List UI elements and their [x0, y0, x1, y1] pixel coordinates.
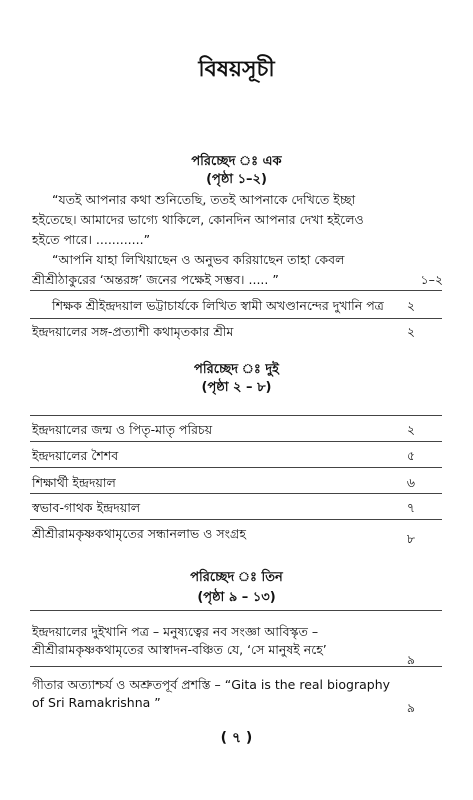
toc-entry: ইন্দ্রদয়ালের জন্ম ও পিতৃ-মাতৃ পরিচয়: [32, 422, 213, 437]
chapter-1-quote-line: শ্রীশ্রীঠাকুরের ‘অন্তরঙ্গ’ জনের পক্ষেই সম্ভব। ..... ”: [32, 272, 279, 287]
toc-page-number: ২: [406, 324, 415, 339]
chapter-2-page-range: (পৃষ্ঠা ২ – ৮): [201, 380, 272, 395]
chapter-1-quote-line: হইতেছে। আমাদের ভাগ্যে থাকিলে, কোনদিন আপনার দেখা হইলেও: [32, 212, 364, 227]
toc-page-number: ২: [406, 422, 415, 437]
toc-entry: ইন্দ্রদয়ালের সঙ্গ-প্রত্যাশী কথামৃতকার শ্রীম: [32, 324, 234, 339]
divider: [30, 318, 442, 319]
toc-entry: শিক্ষক শ্রীইন্দ্রদয়াল ভট্টাচার্যকে লিখিত স্বামী অখণ্ডানন্দের দুখানি পত্র: [52, 298, 384, 313]
toc-page-number: ৫: [406, 448, 415, 463]
toc-entry: শ্রীশ্রীরামকৃষ্ণকথামৃতের সন্ধানলাভ ও সংগ্রহ: [32, 526, 246, 541]
divider: [30, 493, 442, 494]
toc-entry: স্বভাব-গাথক ইন্দ্রদয়াল: [32, 500, 141, 515]
chapter-1-quote-line: “যতই আপনার কথা শুনিতেছি, ততই আপনাকে দেখিতে ইচ্ছা: [52, 192, 356, 207]
toc-page-number: ২: [406, 298, 415, 313]
chapter-1-heading: পরিচ্ছেদ ঃ এক: [191, 154, 282, 169]
divider: [30, 666, 442, 667]
page-number-footer: ( ৭ ): [220, 730, 253, 746]
page-title: বিষয়সূচী: [198, 57, 275, 82]
toc-entry: ইন্দ্রদয়ালের দুইখানি পত্র – মনুষ্যত্বের নব সংজ্ঞা আবিস্কৃত –: [32, 624, 319, 639]
chapter-1-quote-line: হইতে পারে। ............”: [32, 232, 151, 247]
toc-page-number: ৭: [406, 500, 415, 515]
toc-page-number: ৯: [406, 652, 415, 667]
chapter-3-page-range: (পৃষ্ঠা ৯ – ১৩): [197, 590, 276, 605]
divider: [30, 467, 442, 468]
toc-page-number: ৮: [406, 531, 415, 546]
divider: [30, 519, 442, 520]
toc-entry: ইন্দ্রদয়ালের শৈশব: [32, 448, 119, 463]
chapter-2-heading: পরিচ্ছেদ ঃ দুই: [194, 362, 279, 377]
toc-entry: গীতার অত্যাশ্চর্য ও অশ্রুতপূর্ব প্রশস্তি – “Gita is the real biography: [32, 677, 391, 692]
chapter-3-heading: পরিচ্ছেদ ঃ তিন: [190, 570, 283, 585]
chapter-1-quote-line: “আপনি যাহা লিখিয়াছেন ও অনুভব করিয়াছেন তাহা কেবল: [52, 252, 345, 267]
toc-entry: of Sri Ramakrishna ”: [32, 695, 161, 710]
divider: [30, 441, 442, 442]
chapter-1-page-range: (পৃষ্ঠা ১–২): [206, 172, 267, 187]
divider: [30, 415, 442, 416]
toc-page-number: ৯: [406, 700, 415, 715]
toc-entry: শ্রীশ্রীরামকৃষ্ণকথামৃতের আস্বাদন-বঞ্চিত যে, ‘সে মানুষই নহে’: [32, 642, 327, 657]
divider: [30, 290, 442, 291]
divider: [30, 610, 442, 611]
toc-page-number: ৬: [406, 475, 415, 490]
toc-entry: শিক্ষার্থী ইন্দ্রদয়াল: [32, 475, 116, 490]
chapter-1-quote-page-number: ১–২: [420, 272, 443, 287]
